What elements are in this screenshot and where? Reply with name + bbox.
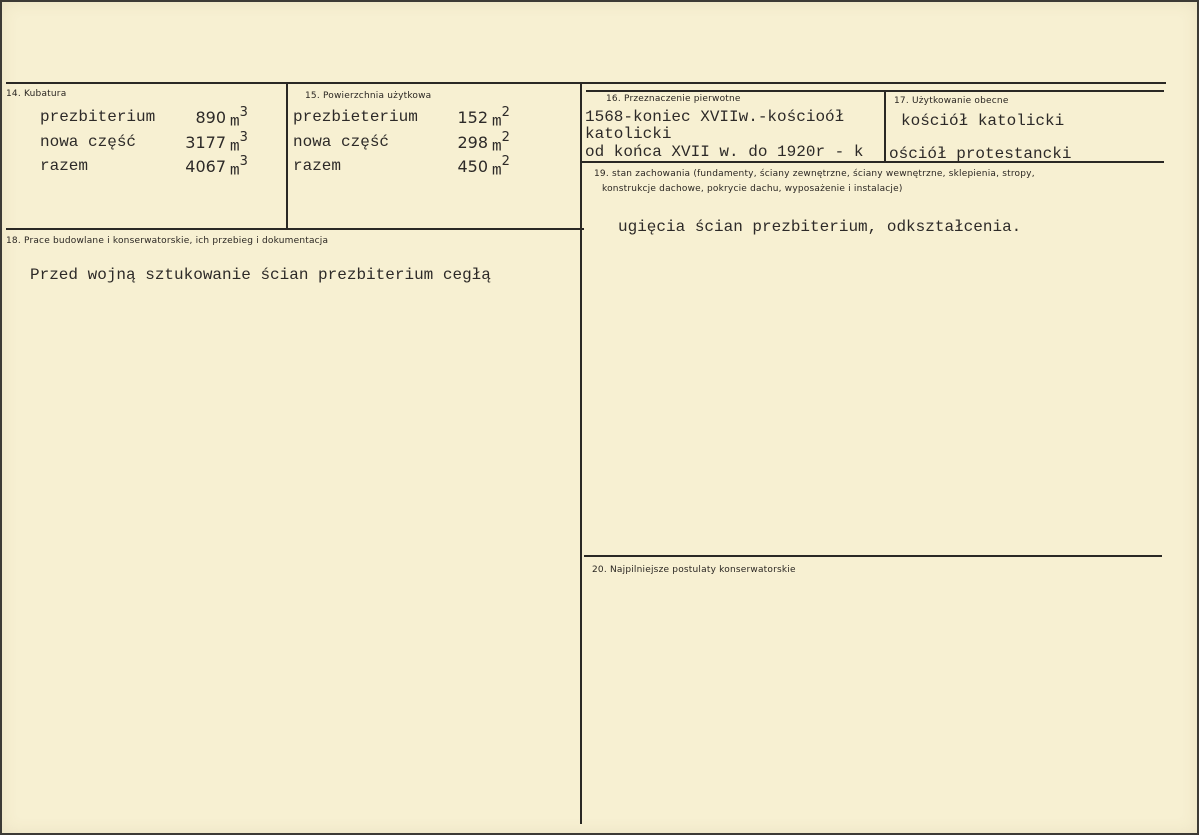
top-rule [6, 82, 1166, 84]
s14-row-3-name: razem [40, 157, 89, 175]
section-19-label-line-2: konstrukcje dachowe, pokrycie dachu, wyposażenie i instalacje) [602, 184, 903, 194]
s14-row-3-unit: $m^3$ [230, 154, 248, 180]
s15-row-1-name: prezbieterium [293, 108, 418, 126]
divider-left-right [580, 84, 582, 824]
s14-row-3-value: 4067 [185, 157, 226, 176]
section-19-label-line-1: 19. stan zachowania (fundamenty, ściany zewnętrzne, ściany wewnętrzne, sklepienia, stropy, [594, 169, 1035, 179]
s15-row-2-value: 298 [457, 133, 488, 152]
s15-row-2-unit: $m^2$ [492, 130, 510, 156]
s15-row-3-unit: $m^2$ [492, 154, 510, 180]
rule-under-16-17 [582, 161, 1164, 163]
section-15-label: 15. Powierzchnia użytkowa [305, 91, 432, 101]
section-18-label: 18. Prace budowlane i konserwatorskie, ich przebieg i dokumentacja [6, 236, 329, 246]
s14-row-2-value: 3177 [185, 133, 226, 152]
s15-row-3-value: 450 [457, 157, 488, 176]
section-17-label: 17. Użytkowanie obecne [894, 96, 1009, 106]
divider-16-17 [884, 90, 886, 162]
s14-row-1-unit: $m^3$ [230, 105, 248, 131]
s16-line-2: katolicki [585, 125, 672, 143]
s17-line-2: ościół protestancki [889, 145, 1072, 163]
rule-above-20 [584, 555, 1162, 557]
s14-row-1-value: 890 [195, 108, 226, 127]
s18-text: Przed wojną sztukowanie ścian prezbiterium cegłą [30, 266, 491, 284]
s16-line-1: 1568-koniec XVIIw.-kościoół [585, 108, 845, 126]
s15-row-3-name: razem [293, 157, 342, 175]
rule-s16-s17-bottom [586, 90, 1164, 92]
section-16-label: 16. Przeznaczenie pierwotne [606, 94, 741, 104]
divider-14-15 [286, 84, 288, 228]
s15-row-1-value: 152 [457, 108, 488, 127]
s14-row-2-name: nowa część [40, 133, 137, 151]
s16-line-3: od końca XVII w. do 1920r - k [585, 143, 864, 161]
s14-row-2-unit: $m^3$ [230, 130, 248, 156]
s19-text: ugięcia ścian prezbiterium, odkształcenia. [618, 218, 1022, 236]
s17-line-1: kościół katolicki [901, 112, 1065, 130]
rule-under-14-15 [6, 228, 584, 230]
s14-row-1-name: prezbiterium [40, 108, 156, 126]
section-14-label: 14. Kubatura [6, 89, 67, 99]
section-20-label: 20. Najpilniejsze postulaty konserwatorskie [592, 565, 796, 575]
s15-row-1-unit: $m^2$ [492, 105, 510, 131]
s15-row-2-name: nowa część [293, 133, 390, 151]
